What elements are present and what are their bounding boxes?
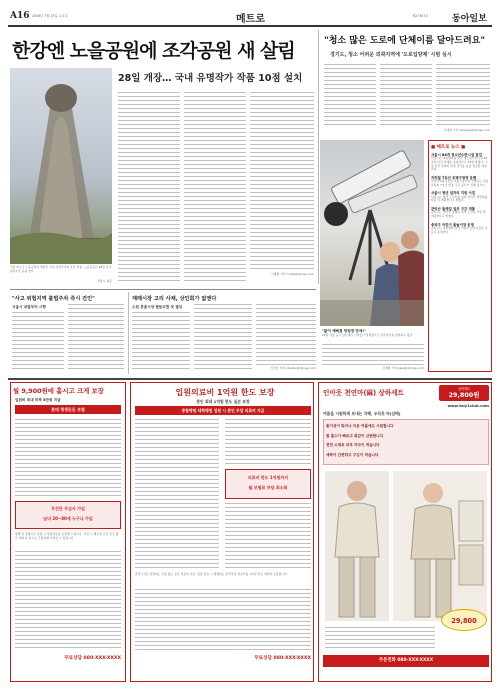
ad3-sale-badge <box>441 609 487 631</box>
ad2-fine-print <box>135 589 311 651</box>
lead-body-col-2 <box>184 92 246 282</box>
lower-rule <box>10 289 316 290</box>
ad3-site[interactable]: www.buy1club.com <box>447 403 489 408</box>
ad1-box2: 남녀 20~80세 누구나 가입 <box>43 516 93 521</box>
header-rule <box>8 25 492 27</box>
mid-lower-byline: 이성호 기자 starsky@donga.com <box>270 367 316 370</box>
lead-headline: 한강엔 노을공원에 조각공원 새 살림 <box>12 40 295 62</box>
sidebar-news-head: 송파구 어린이 물놀이장 운영 <box>431 222 474 227</box>
ad-insurance-1[interactable] <box>10 382 126 682</box>
sidebar-list <box>431 153 489 234</box>
issue-number: 제27367호 <box>412 14 429 18</box>
left-lower-col-1 <box>12 312 64 372</box>
telescope-photo <box>320 140 424 326</box>
ad1-body: 상해 및 질병으로 입원 시 입원일당을 보장해 드립니다. 가입 시 별도의 건강 진단 없이 전화 한 통으로 간편하게 가입할 수 있습니다. <box>15 533 119 540</box>
ad3-order-table <box>325 627 435 651</box>
ad3-bullet: 땀 흡수가 빠르고 촉감이 산뜻합니다 <box>326 433 384 438</box>
metro-news-sidebar <box>428 140 492 372</box>
ad3-bullets-box <box>323 419 489 465</box>
ad3-bullets <box>326 422 486 460</box>
ad1-phone[interactable]: 무료상담 080-XXX-XXXX <box>64 656 121 661</box>
ad3-bullet: 통기성이 뛰어나 더운 여름에도 시원합니다 <box>326 424 394 428</box>
right-body-col-2 <box>380 64 432 128</box>
ad1-feature-box <box>15 501 121 529</box>
ad1-sub: 입원비 최대 하루 5만원 지급 <box>15 398 61 402</box>
ad1-body-lines <box>15 419 121 497</box>
lead-body-col-3 <box>250 92 314 270</box>
mid-lower-col-2 <box>194 304 252 372</box>
sidebar-news-item[interactable] <box>431 191 489 203</box>
page-header <box>8 10 492 24</box>
ad3-headline: 인아웃 천연마(麻) 상하세트 <box>323 389 404 397</box>
sidebar-news-head: 지하철 7호선 부평구청역 운행 <box>431 175 477 180</box>
ad2-body-col-3 <box>225 503 311 569</box>
sidebar-news-body: 관악구는 관악산 둘레길 일부 구간을 이달 말 개통한다고 밝혔다. <box>431 211 486 218</box>
ad1-headline: 월 9,900원에 홀시고 크게 보장 <box>13 387 104 395</box>
lead-photo-credit: 서울시 제공 <box>97 280 112 283</box>
ad3-price-tag: 상하세트 <box>457 387 471 391</box>
ad-hemp-clothing[interactable] <box>318 382 492 682</box>
sidebar-news-item[interactable] <box>431 223 489 235</box>
left-lower-sub: 서울시 내달부터 시행 <box>12 305 46 309</box>
right-body-col-1 <box>324 64 376 128</box>
ad2-body-col-2 <box>225 419 311 465</box>
telescope-illustration <box>320 140 424 326</box>
lead-subhead: 28일 개장… 국내 유명작가 작품 10점 설치 <box>118 73 303 84</box>
ad2-phone[interactable]: 무료상담 080-XXX-XXXX <box>254 656 311 661</box>
ad3-bullet: 세탁이 간편하고 구김이 적습니다 <box>326 452 379 457</box>
sidebar-news-body: 서울시는 여름방학을 맞아 청소년수련시설 84곳의 안전 상태를 점검한다고 22일 밝혔다. 시설 안전 상태와 위생 관리를 집중 점검할 예정이다. <box>431 157 488 172</box>
lead-photo-caption: 서울 마포구 노을공원에 세워진 국내 유명작가의 조각 작품. 노을공원은 28일 조각공원으로 문을 연다. <box>10 266 112 273</box>
ad2-body-col-1 <box>135 419 219 569</box>
mid-lower-headline: 재래시장 고리 사채, 상인회가 없앤다 <box>132 296 217 302</box>
sidebar-news-head: 서울시 청년 일자리 지원 사업 <box>431 191 476 196</box>
model-woman-illustration <box>393 471 487 621</box>
page-number: A16 <box>10 11 30 21</box>
ad2-sub: 본인 최대 1억원 한도 실손 보장 <box>196 399 250 404</box>
sidebar-news-head: 서울시 84개 청소년수련시설 점검 <box>431 153 482 157</box>
ad3-sale-price: 29,800 <box>451 617 477 625</box>
right-byline: 이새샘 기자 iamsam@donga.com <box>443 129 490 132</box>
ad3-tagline: 여름을 시원하게 보내는 지혜, 우리옷 마(삼베) <box>323 411 401 416</box>
model-photo-woman <box>393 471 487 621</box>
right-subhead: 경기도, 청소 어려운 외곽지역에 '도로입양제' 시범 실시 <box>330 52 452 58</box>
sidebar-news-body: 송파구는 여름방학 동안 어린이 물놀이장을 무료로 운영한다. <box>431 226 488 234</box>
mid-lower-sub: 수원 못골시장 협동조합 첫 결성 <box>132 305 183 309</box>
ad-section-rule <box>8 378 492 380</box>
sidebar-news-body: 인천지하철 1호선 부평구청역과 연결되는 서울지하철 7호선 연장 구간 공사가 진행 중이다. <box>431 180 489 187</box>
sidebar-news-item[interactable] <box>431 153 489 172</box>
left-lower-headline: "사고 위험지역 불법주차 즉시 견인" <box>12 296 95 302</box>
ad1-box1: 무진단 무심사 가입 <box>51 506 85 511</box>
column-divider-main <box>318 30 319 284</box>
sidebar-news-item[interactable] <box>431 207 489 219</box>
newspaper-brand: 동아일보 <box>452 14 487 24</box>
lead-byline: 이세형 기자 turtle@donga.com <box>271 273 314 276</box>
star-byline: 김재명 기자 base@donga.com <box>382 367 424 370</box>
sculpture-photo <box>10 68 112 264</box>
ad1-band: 롯데 평생든든 보험 <box>15 405 121 414</box>
right-headline: "청소 많은 도로에 단체이름 달아드려요" <box>324 36 486 46</box>
model-man-illustration <box>325 471 389 621</box>
ad3-phone[interactable]: 주문전화 080-XXX-XXXX <box>323 655 489 667</box>
ad2-band: 종합병원·대학병원 입원 시 본인 부담 의료비 지급 <box>135 406 311 415</box>
mid-lower-col-1 <box>132 312 190 372</box>
date-line: 2008년 7월 23일 수요일 <box>32 14 68 18</box>
ad2-feature-box <box>225 469 311 499</box>
ad2-body: 갑작스러운 입원에도 걱정 없는 실손 의료비 보장. 입원 치료 시 발생하는 본인부담 의료비를 1억원 한도 내에서 보장합니다. <box>135 573 288 576</box>
ad2-box2: 월 보험료 부담 최소화 <box>248 485 288 490</box>
sidebar-news-head: 관악산 둘레길 일부 구간 개통 <box>431 206 476 211</box>
star-body-col-1 <box>322 344 424 366</box>
telescope-photo-caption: "닮이 예뻐졌 망원경 만세!" <box>322 329 366 333</box>
right-body-col-3 <box>436 64 490 128</box>
ad2-box1: 의료비 한도 1억원까지 <box>247 475 289 480</box>
ad-insurance-2[interactable] <box>130 382 314 682</box>
telescope-photo-caption-body: 22일 서울 중구 남산에서 시민들이 망원경으로 부분일식을 관찰하고 있다. <box>322 334 414 337</box>
left-lower-col-2 <box>68 304 124 372</box>
section-title: 메트로 <box>236 14 265 25</box>
ad3-bullet: 천연 소재로 피부 자극이 적습니다 <box>326 443 380 447</box>
ad3-price-badge <box>439 385 489 401</box>
sidebar-title: ■ 메트로 뉴스 ■ <box>431 145 466 150</box>
ad1-fine-print <box>15 551 121 651</box>
lead-body-col-1 <box>118 92 180 282</box>
mid-lower-col-3 <box>256 304 316 366</box>
ad2-headline: 입원의료비 1억원 한도 보장 <box>175 388 275 397</box>
model-photo-man <box>325 471 389 621</box>
sculpture-illustration <box>10 68 112 264</box>
sidebar-news-item[interactable] <box>431 176 489 188</box>
sidebar-news-body: 서울시는 청년 구직자를 위한 일자리 박람회를 다음 달 개최한다고 밝혔다. <box>431 195 488 203</box>
lower-divider <box>128 292 129 374</box>
ad3-price: 29,800원 <box>448 391 480 399</box>
